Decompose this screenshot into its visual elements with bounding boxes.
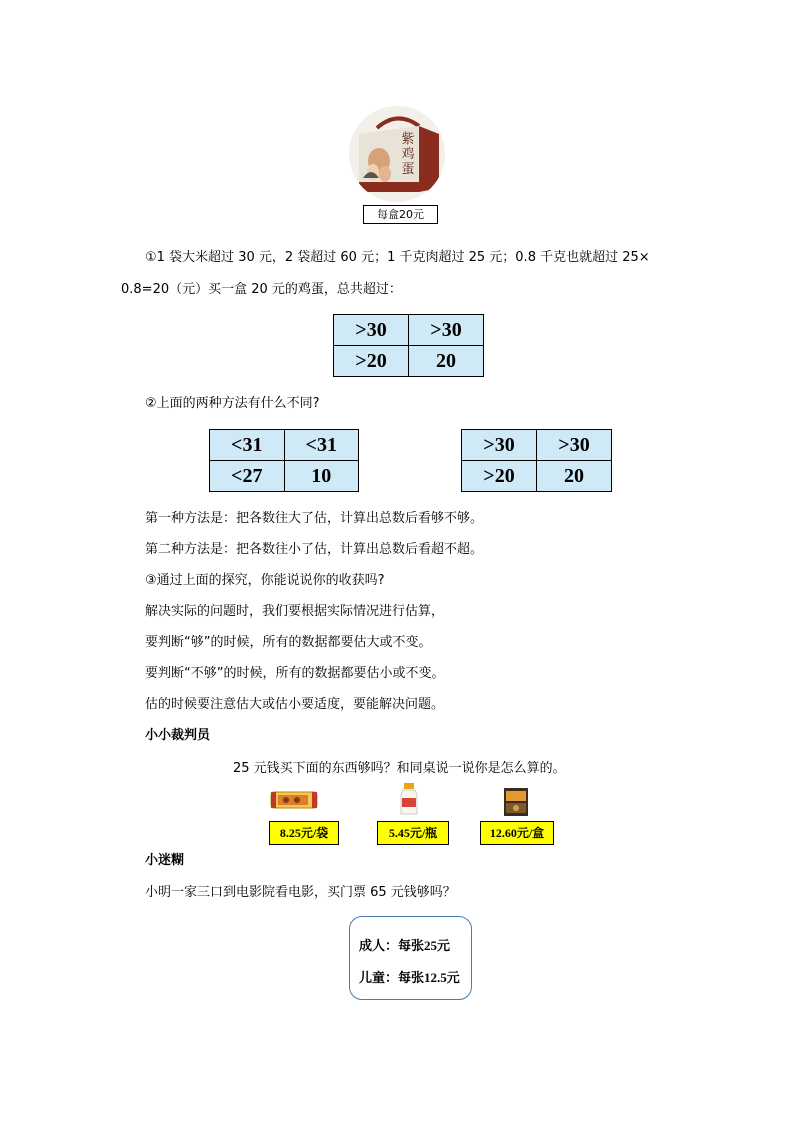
table-cell: >30: [537, 430, 612, 461]
table-cell: 20: [537, 461, 612, 492]
table-cell: 10: [284, 461, 359, 492]
method-line: 估的时候要注意估大或估小要适度，要能解决问题。: [145, 697, 445, 712]
ticket-adult-price: 成人：每张25元: [359, 938, 451, 953]
paragraph-1-line-1: ①1 袋大米超过 30 元，2 袋超过 60 元；1 千克肉超过 25 元；0.8 千克也就超过 25×: [145, 250, 650, 265]
method-line: 要判断“不够”的时候，所有的数据都要估小或不变。: [145, 666, 445, 681]
table-cell: >30: [334, 315, 409, 346]
paragraph-1-line-2: 0.8=20（元）买一盒 20 元的鸡蛋，总共超过：: [121, 282, 402, 297]
method-line: 解决实际的问题时，我们要根据实际情况进行估算，: [145, 604, 445, 619]
egg-price-label: 每盒20元: [363, 205, 438, 224]
table-cell: <27: [210, 461, 285, 492]
egg-box-text: 紫鸡蛋: [401, 132, 415, 177]
estimate-table-main: [333, 314, 484, 377]
table-cell: <31: [210, 430, 285, 461]
price-label-bread: 8.25元/袋: [269, 821, 339, 845]
section-title-referee: 小小裁判员: [145, 728, 211, 743]
table-cell: 20: [409, 346, 484, 377]
ticket-child-price: 儿童：每张12.5元: [359, 970, 460, 985]
price-label-milk: 5.45元/瓶: [377, 821, 449, 845]
section-title-muddle: 小迷糊: [145, 853, 185, 868]
estimate-table-right: [461, 429, 612, 492]
table-cell: <31: [284, 430, 359, 461]
estimate-table-left: [209, 429, 359, 492]
table-cell: >20: [334, 346, 409, 377]
method-line: 第一种方法是：把各数往大了估，计算出总数后看够不够。: [145, 511, 484, 526]
section-2-question: 小明一家三口到电影院看电影，买门票 65 元钱够吗？: [145, 885, 456, 900]
method-line: ③通过上面的探究，你能说说你的收获吗?: [145, 573, 385, 588]
method-line: 第二种方法是：把各数往小了估，计算出总数后看超不超。: [145, 542, 484, 557]
bread-icon: [270, 789, 318, 811]
price-label-box: 12.60元/盒: [480, 821, 554, 845]
egg-box-image: [349, 106, 445, 202]
question-2: ②上面的两种方法有什么不同?: [145, 396, 320, 411]
method-line: 要判断“够”的时候，所有的数据都要估大或不变。: [145, 635, 432, 650]
section-1-question: 25 元钱买下面的东西够吗？和同桌说一说你是怎么算的。: [233, 761, 566, 776]
food-box-icon: [503, 787, 529, 817]
milk-bottle-icon: [398, 782, 420, 816]
table-cell: >30: [462, 430, 537, 461]
table-cell: >20: [462, 461, 537, 492]
table-cell: >30: [409, 315, 484, 346]
ticket-price-box: [349, 916, 472, 1000]
